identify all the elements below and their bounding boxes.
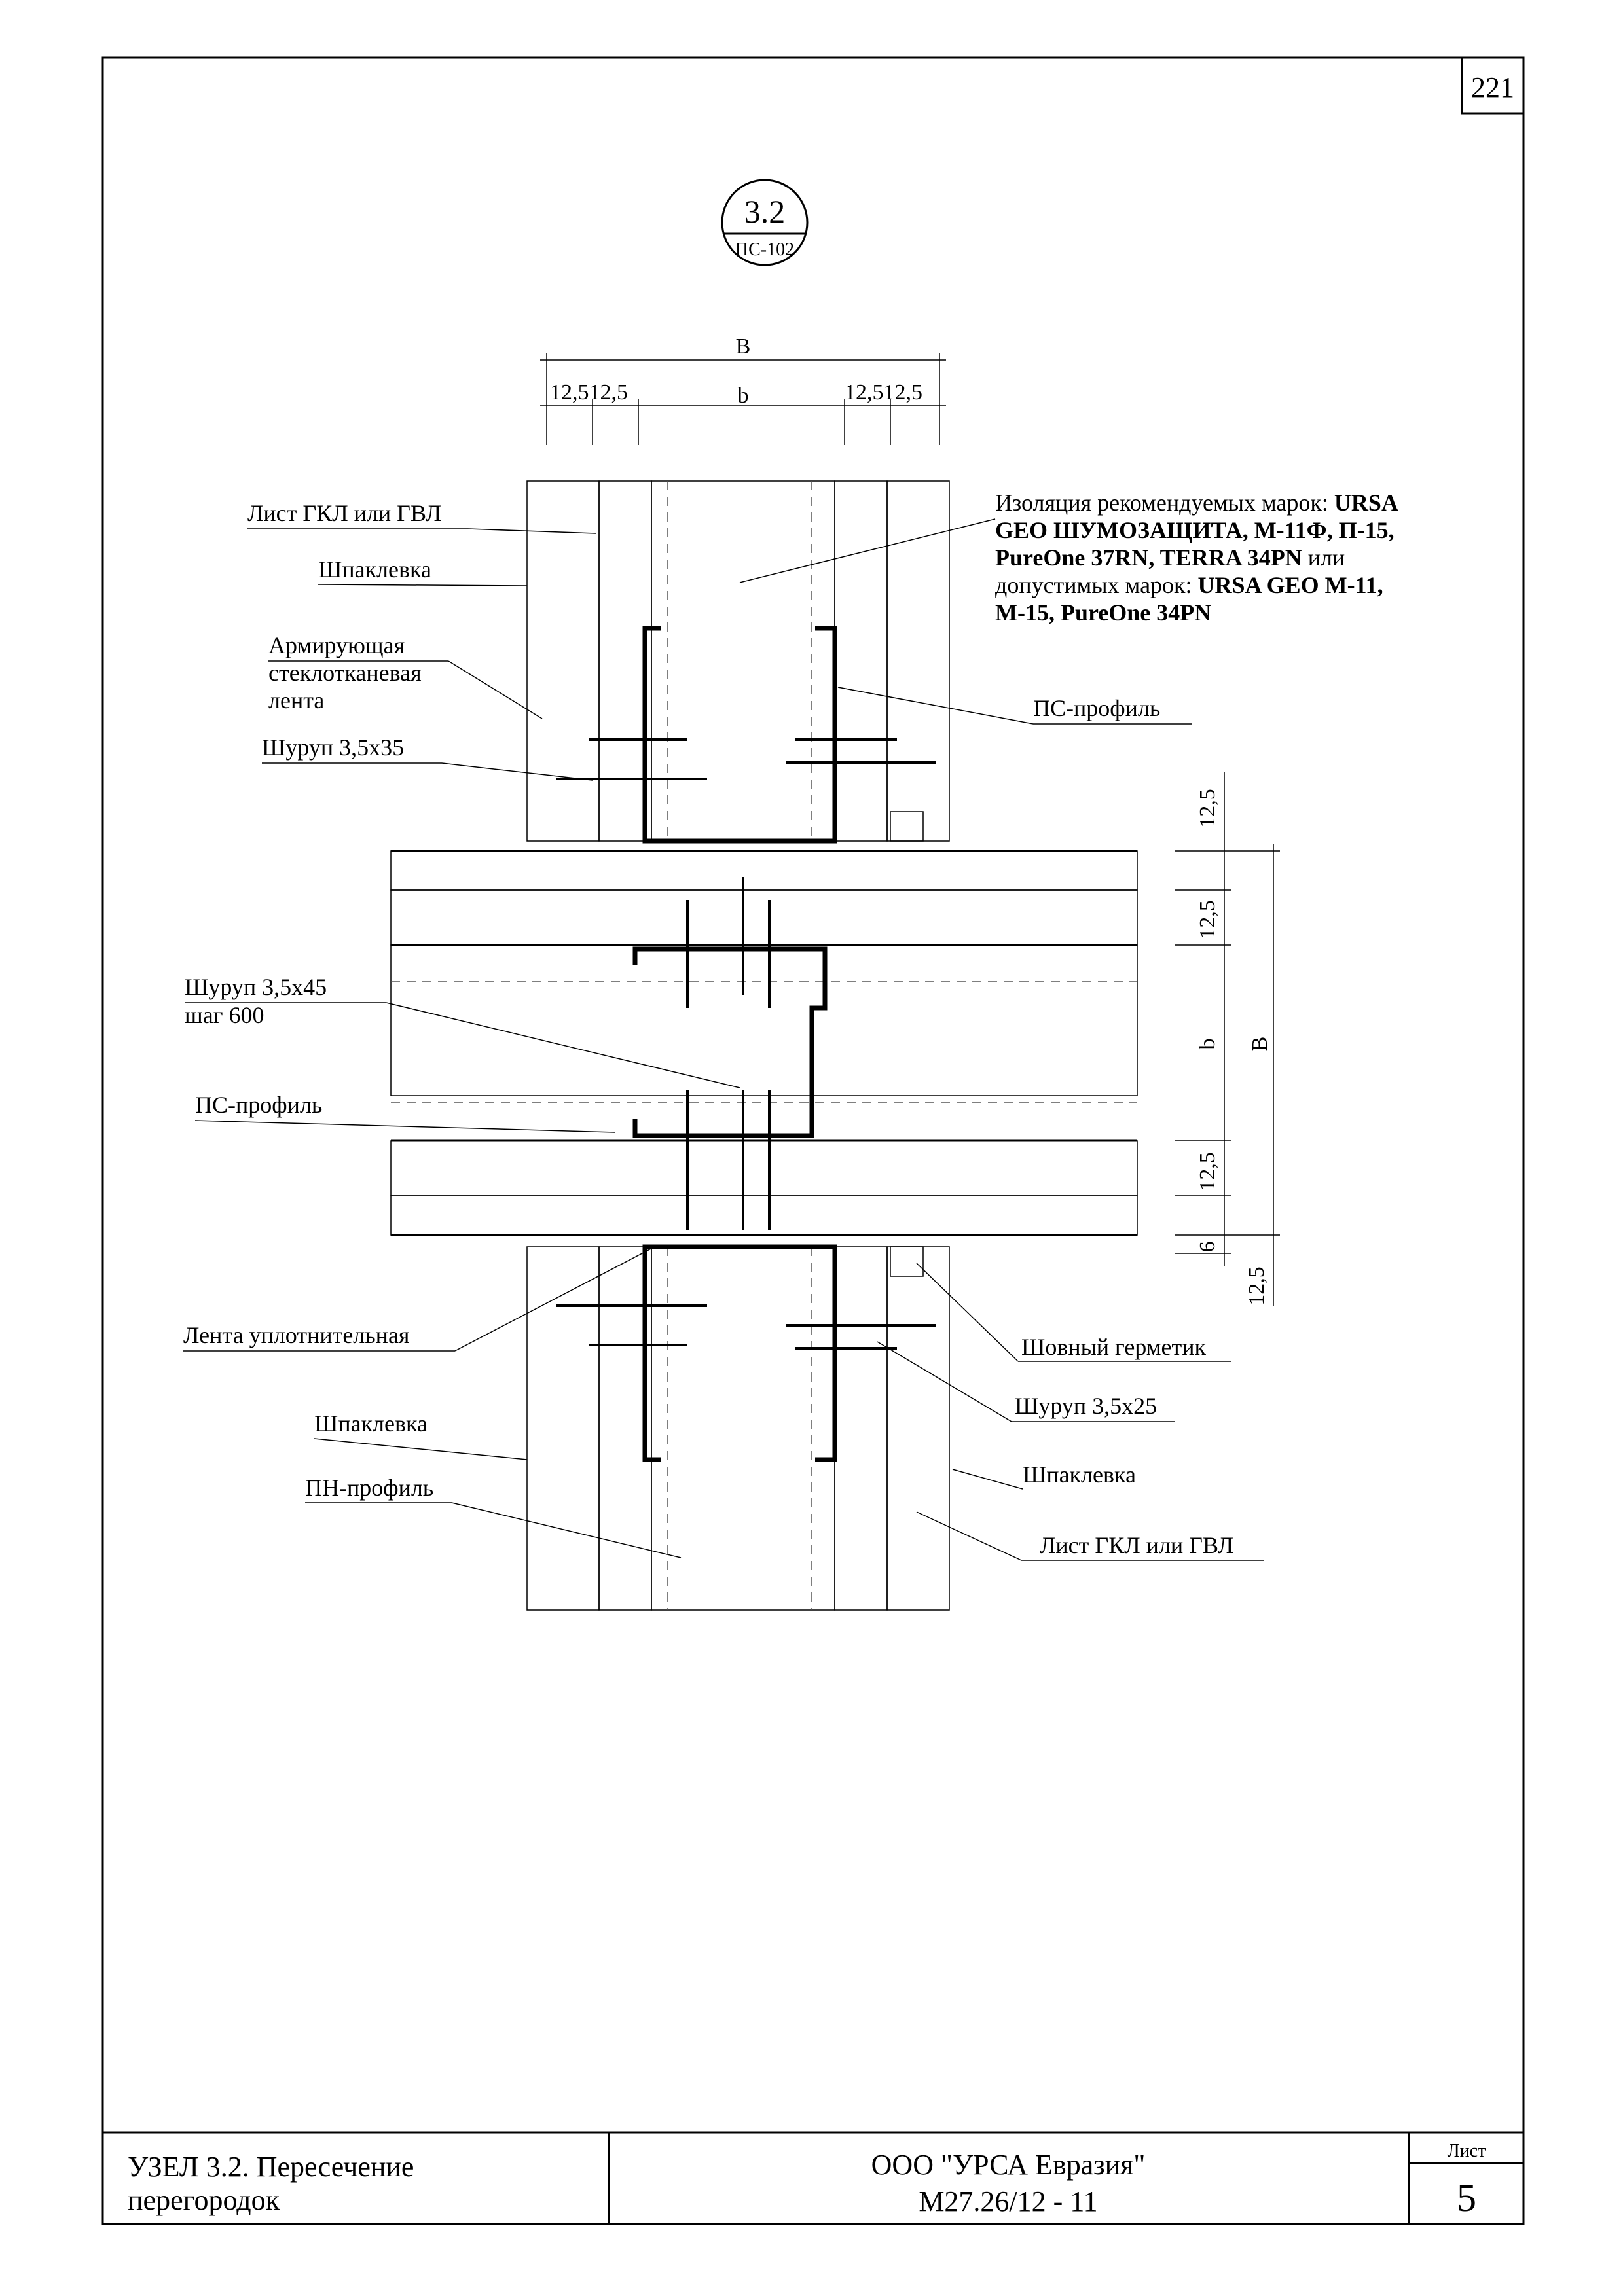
label-screw-45-1: Шуруп 3,5х45: [185, 974, 327, 1000]
left-labels: [183, 500, 740, 1558]
horizontal-partition: [391, 851, 1137, 1235]
dim-right-12-5-b: 12,5: [1195, 900, 1220, 939]
label-screw-45-2: шаг 600: [185, 1002, 264, 1028]
node-series: ПС-102: [735, 240, 795, 260]
label-insulation-line2: GEO ШУМОЗАЩИТА, М-11Ф, П-15,: [995, 517, 1395, 543]
screws: [556, 740, 936, 1348]
label-left-sheet-top: Лист ГКЛ или ГВЛ: [247, 500, 441, 526]
ps-profile-upper: [645, 628, 835, 841]
node-number: 3.2: [744, 193, 786, 230]
label-sealing-tape: Лента уплотнительная: [183, 1322, 410, 1348]
lower-vertical-partition: [527, 1247, 949, 1610]
label-reinforcing-1: Армирующая: [268, 632, 405, 658]
title-block: [103, 2132, 1523, 2224]
title-line-2: перегородок: [128, 2184, 280, 2216]
sheet-label: Лист: [1447, 2141, 1486, 2161]
label-pn-profile: ПН-профиль: [305, 1475, 434, 1501]
dim-right-12-5-a: 12,5: [1195, 789, 1220, 828]
upper-vertical-partition: [527, 481, 949, 841]
label-insulation-line3: [995, 545, 1345, 571]
dim-right-12-5-d: 12,5: [1245, 1266, 1269, 1306]
label-ps-profile-left: ПС-профиль: [195, 1092, 323, 1118]
company-name: ООО "УРСА Евразия": [871, 2149, 1146, 2181]
dim-top-right-sheets: 12,512,5: [845, 380, 922, 404]
title-line-1: УЗЕЛ 3.2. Пересечение: [128, 2151, 414, 2183]
dim-right-6: 6: [1195, 1241, 1220, 1253]
label-insulation-3a: PureOne 37RN, TERRA 34PN: [995, 545, 1302, 571]
label-left-putty-bottom: Шпаклевка: [314, 1410, 428, 1437]
pn-profile-lower: [645, 1247, 835, 1460]
label-screw-35: Шуруп 3,5х35: [262, 734, 405, 761]
dim-top-inner: b: [737, 384, 749, 408]
label-right-putty-bottom: Шпаклевка: [1023, 1462, 1136, 1488]
label-insulation-line5: М-15, PureOne 34PN: [995, 600, 1212, 626]
label-insulation-line1: [995, 490, 1398, 516]
dim-right-B: B: [1248, 1036, 1272, 1052]
top-dimension: [540, 334, 946, 445]
label-reinforcing-3: лента: [268, 687, 325, 713]
dim-right-12-5-c: 12,5: [1195, 1152, 1220, 1191]
page-number: 221: [1471, 71, 1514, 103]
right-dimension: [1175, 772, 1280, 1306]
dim-top-left-sheets: 12,512,5: [550, 380, 628, 404]
dim-right-b: b: [1195, 1038, 1220, 1050]
label-insulation-4a: допустимых марок:: [995, 572, 1198, 598]
label-insulation-line4: [995, 572, 1383, 598]
label-insulation-1a: Изоляция рекомендуемых марок:: [995, 490, 1334, 516]
label-ps-profile-right: ПС-профиль: [1033, 695, 1161, 721]
label-insulation-3b: или: [1302, 545, 1345, 571]
label-screw-25: Шуруп 3,5х25: [1015, 1393, 1158, 1419]
label-insulation-1b: URSA: [1334, 490, 1398, 516]
ps-profile-horizontal: [635, 949, 825, 1136]
dim-top-total: B: [735, 334, 751, 359]
label-seam-sealant: Шовный герметик: [1021, 1334, 1207, 1360]
document-code: М27.26/12 - 11: [919, 2185, 1098, 2217]
label-reinforcing-2: стеклотканевая: [268, 660, 422, 686]
label-left-putty-top: Шпаклевка: [318, 556, 431, 583]
label-right-sheet-bottom: Лист ГКЛ или ГВЛ: [1040, 1532, 1233, 1558]
right-labels: [740, 490, 1398, 1560]
label-insulation-4b: URSA GEO М-11,: [1197, 572, 1383, 598]
sheet-number: 5: [1457, 2176, 1476, 2219]
node-marker: [722, 180, 807, 265]
